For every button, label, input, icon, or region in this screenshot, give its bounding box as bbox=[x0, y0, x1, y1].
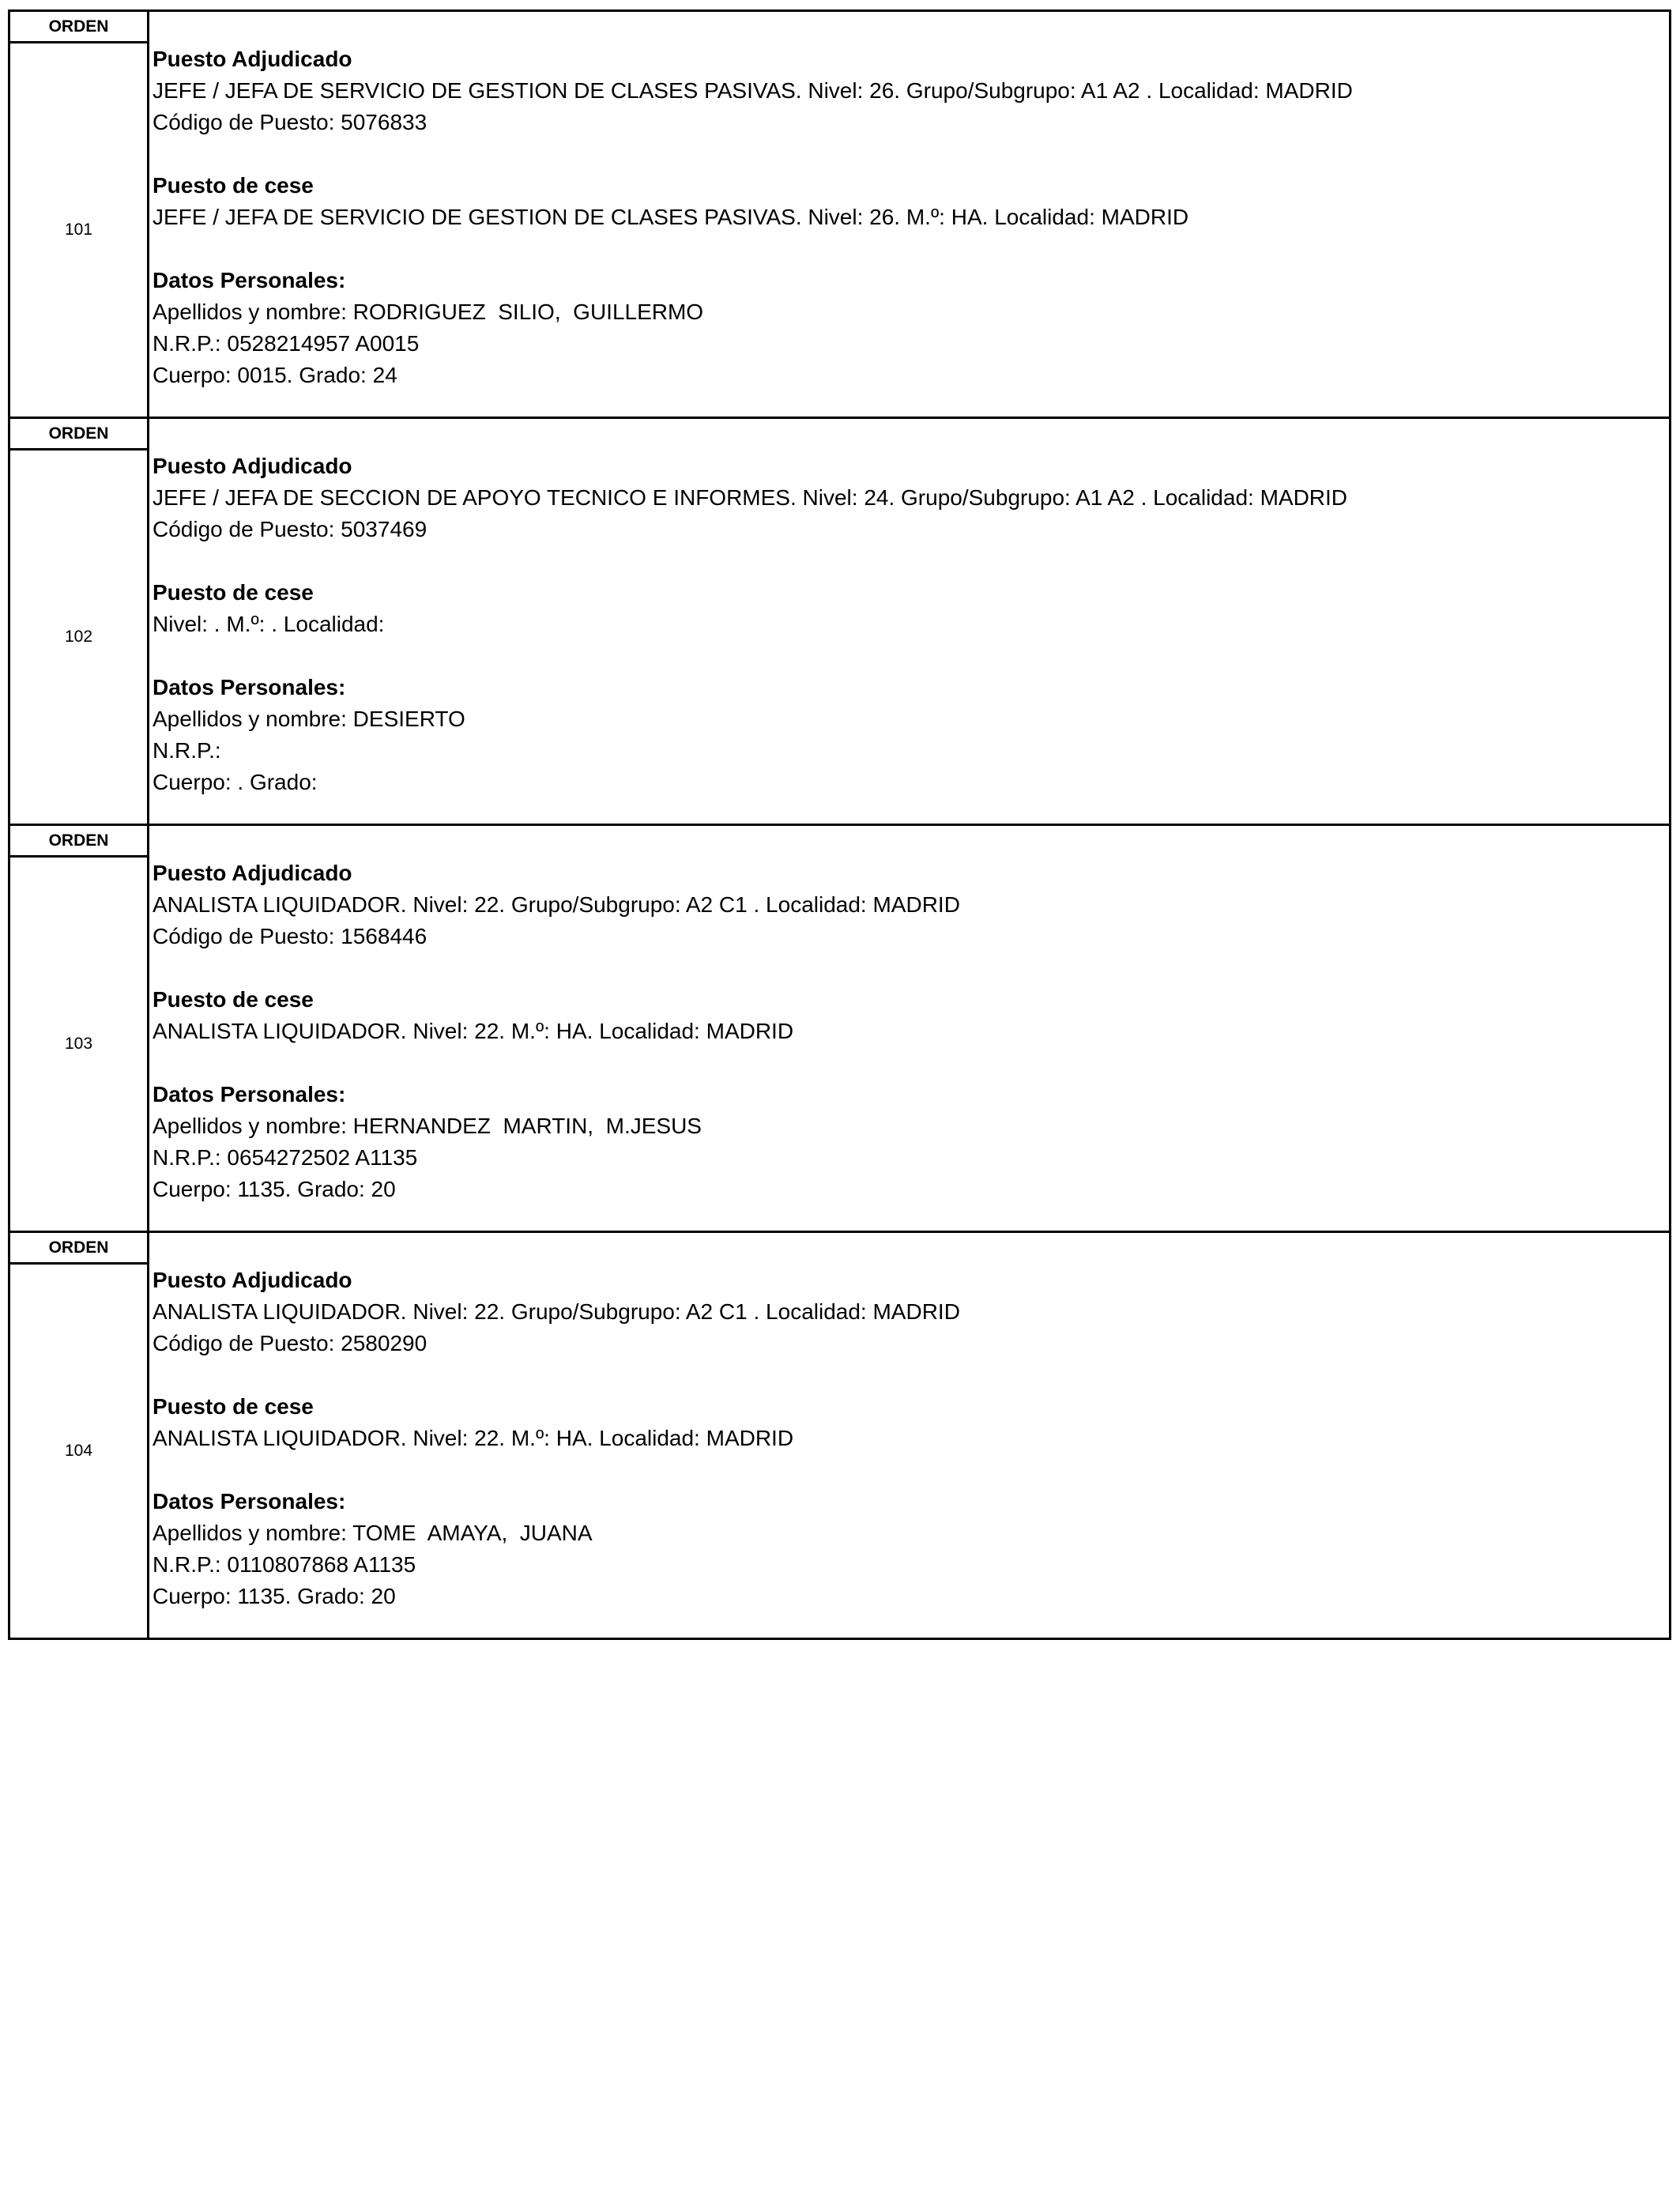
puesto-adjudicado-text: ANALISTA LIQUIDADOR. Nivel: 22. Grupo/Subgrupo: A2 C1 . Localidad: MADRID bbox=[153, 892, 960, 917]
cuerpo-grado: Cuerpo: 0015. Grado: 24 bbox=[153, 363, 397, 387]
orden-number: 103 bbox=[64, 1035, 93, 1053]
records-table bbox=[8, 9, 1671, 1640]
datos-personales-heading: Datos Personales: bbox=[153, 1489, 346, 1514]
cuerpo-grado: Cuerpo: 1135. Grado: 20 bbox=[153, 1177, 396, 1201]
orden-column bbox=[10, 12, 149, 417]
puesto-adjudicado-heading: Puesto Adjudicado bbox=[153, 1268, 352, 1292]
apellidos-nombre: Apellidos y nombre: DESIERTO bbox=[153, 707, 465, 731]
record-row bbox=[10, 12, 1671, 419]
puesto-cese-heading: Puesto de cese bbox=[153, 1394, 314, 1419]
puesto-cese-heading: Puesto de cese bbox=[153, 580, 314, 605]
puesto-adjudicado-heading: Puesto Adjudicado bbox=[153, 47, 352, 71]
datos-personales-heading: Datos Personales: bbox=[153, 268, 346, 292]
puesto-cese-heading: Puesto de cese bbox=[153, 173, 314, 198]
cuerpo-grado: Cuerpo: 1135. Grado: 20 bbox=[153, 1584, 396, 1608]
puesto-adjudicado-heading: Puesto Adjudicado bbox=[153, 454, 352, 478]
orden-column bbox=[10, 1233, 149, 1638]
apellidos-nombre: Apellidos y nombre: RODRIGUEZ SILIO, GUILLERMO bbox=[153, 300, 704, 324]
codigo-puesto: Código de Puesto: 5076833 bbox=[153, 110, 428, 134]
puesto-cese-text: JEFE / JEFA DE SERVICIO DE GESTION DE CLASES PASIVAS. Nivel: 26. M.º: HA. Localidad: MADRID bbox=[153, 205, 1189, 229]
orden-number: 104 bbox=[64, 1442, 93, 1460]
puesto-cese-text: Nivel: . M.º: . Localidad: bbox=[153, 612, 385, 636]
puesto-cese-text: ANALISTA LIQUIDADOR. Nivel: 22. M.º: HA. Localidad: MADRID bbox=[153, 1019, 794, 1043]
datos-personales-heading: Datos Personales: bbox=[153, 1082, 346, 1106]
record-row bbox=[10, 1233, 1671, 1640]
apellidos-nombre: Apellidos y nombre: TOME AMAYA, JUANA bbox=[153, 1521, 593, 1545]
codigo-puesto: Código de Puesto: 5037469 bbox=[153, 517, 428, 541]
nrp: N.R.P.: 0110807868 A1135 bbox=[153, 1552, 416, 1577]
orden-column bbox=[10, 419, 149, 824]
orden-label: ORDEN bbox=[10, 826, 147, 858]
puesto-adjudicado-text: JEFE / JEFA DE SERVICIO DE GESTION DE CLASES PASIVAS. Nivel: 26. Grupo/Subgrupo: A1 A2 . Localidad: MADRID bbox=[153, 78, 1353, 103]
record-details bbox=[149, 1233, 1671, 1638]
puesto-cese-heading: Puesto de cese bbox=[153, 987, 314, 1012]
orden-number: 101 bbox=[64, 221, 93, 239]
puesto-cese-text: ANALISTA LIQUIDADOR. Nivel: 22. M.º: HA. Localidad: MADRID bbox=[153, 1426, 794, 1450]
puesto-adjudicado-text: JEFE / JEFA DE SECCION DE APOYO TECNICO E INFORMES. Nivel: 24. Grupo/Subgrupo: A1 A2 . Localidad: MADRID bbox=[153, 485, 1348, 510]
nrp: N.R.P.: bbox=[153, 738, 221, 763]
nrp: N.R.P.: 0528214957 A0015 bbox=[153, 331, 420, 356]
record-details bbox=[149, 826, 1671, 1231]
orden-label: ORDEN bbox=[10, 12, 147, 43]
orden-column bbox=[10, 826, 149, 1231]
puesto-adjudicado-heading: Puesto Adjudicado bbox=[153, 861, 352, 885]
orden-label: ORDEN bbox=[10, 1233, 147, 1265]
record-details bbox=[149, 12, 1671, 417]
orden-label: ORDEN bbox=[10, 419, 147, 450]
orden-number: 102 bbox=[64, 628, 93, 646]
puesto-adjudicado-text: ANALISTA LIQUIDADOR. Nivel: 22. Grupo/Subgrupo: A2 C1 . Localidad: MADRID bbox=[153, 1299, 960, 1324]
datos-personales-heading: Datos Personales: bbox=[153, 675, 346, 699]
codigo-puesto: Código de Puesto: 2580290 bbox=[153, 1331, 428, 1355]
codigo-puesto: Código de Puesto: 1568446 bbox=[153, 924, 428, 948]
record-row bbox=[10, 826, 1671, 1233]
apellidos-nombre: Apellidos y nombre: HERNANDEZ MARTIN, M.JESUS bbox=[153, 1114, 702, 1138]
nrp: N.R.P.: 0654272502 A1135 bbox=[153, 1145, 418, 1170]
cuerpo-grado: Cuerpo: . Grado: bbox=[153, 770, 318, 794]
record-details bbox=[149, 419, 1671, 824]
record-row bbox=[10, 419, 1671, 826]
